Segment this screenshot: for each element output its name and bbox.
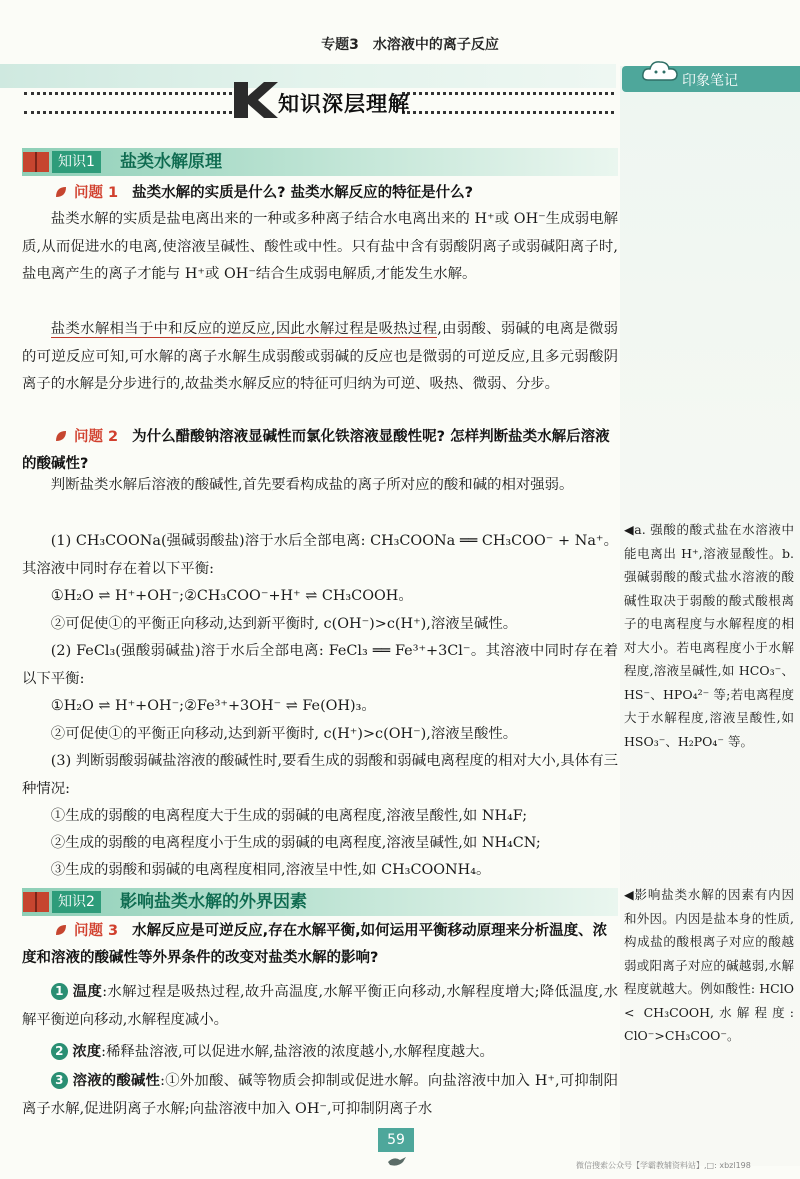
paragraph-ch3coona: (1) CH₃COONa(强碱弱酸盐)溶于水后全部电离: CH₃COONa ══ CH₃COO⁻ + Na⁺。其溶液中同时存在着以下平衡: [22, 533, 618, 577]
running-header: 专题3 水溶液中的离子反应 [321, 37, 499, 53]
question-label: 问题 2 [74, 429, 119, 445]
question-label: 问题 1 [74, 185, 119, 201]
banner-dotted-rule-right [402, 92, 614, 114]
paragraph-hydrolysis-features [22, 316, 618, 399]
question-1 [22, 180, 618, 207]
banner-title: 知识深层理解 [278, 92, 410, 116]
number-badge: 1 [51, 983, 68, 1000]
paragraph-judge-acidity: 判断盐类水解后溶液的酸碱性,首先要看构成盐的离子所对应的酸和碱的相对强弱。 [50, 477, 574, 493]
factor-text: :稀释盐溶液,可以促进水解,盐溶液的浓度越小,水解程度越大。 [101, 1044, 494, 1060]
number-badge: 2 [51, 1043, 68, 1060]
section-heading-1 [22, 148, 618, 176]
factor-label: 温度 [72, 984, 103, 1000]
side-note-hydrolysis-factors: ◀影响盐类水解的因素有内因和外因。内因是盐本身的性质,构成盐的酸根离子对应的酸越弱或阳离子对应的碱越弱,水解程度就越大。例如酸性: HClO < CH₃COOH,水解程度: ClO⁻>CH₃COO⁻。 [624, 887, 794, 1043]
book-icon [22, 150, 50, 174]
conclusion-ch3coona: ②可促使①的平衡正向移动,达到新平衡时, c(OH⁻)>c(H⁺),溶液呈碱性。 [50, 616, 518, 632]
question-text: 盐类水解的实质是什么? 盐类水解反应的特征是什么? [132, 185, 474, 201]
factor-text: :①外加酸、碱等物质会抑制或促进水解。向盐溶液中加入 H⁺,可抑制阳离子水解,促进阴离子水解;向盐溶液中加入 OH⁻,可抑制阴离子水 [22, 1073, 618, 1117]
paragraph-fecl3: (2) FeCl₃(强酸弱碱盐)溶于水后全部电离: FeCl₃ ══ Fe³⁺+3Cl⁻。其溶液中同时存在着以下平衡: [22, 643, 618, 687]
section-title: 影响盐类水解的外界因素 [120, 892, 307, 912]
decorative-band [0, 64, 616, 88]
factor-label: 溶液的酸碱性 [72, 1073, 161, 1089]
book-icon [22, 890, 50, 914]
case-basic: ②生成的弱酸的电离程度小于生成的弱碱的电离程度,溶液呈碱性,如 NH₄CN; [50, 835, 541, 851]
bird-icon [386, 1154, 408, 1168]
leaf-icon [54, 923, 68, 937]
section-heading-2 [22, 888, 618, 916]
footer-watermark: 微信搜索公众号【学霸教辅资料站】,□: xbzl198 [576, 1161, 751, 1170]
question-3 [22, 918, 618, 972]
equilibrium-fecl3: ①H₂O ⇌ H⁺+OH⁻;②Fe³⁺+3OH⁻ ⇌ Fe(OH)₃。 [50, 698, 376, 714]
question-text: 水解反应是可逆反应,存在水解平衡,如何运用平衡移动原理来分析温度、浓度和溶液的酸碱性等外界条件的改变对盐类水解的影响? [22, 923, 608, 966]
k-badge-icon [228, 78, 280, 122]
side-notes-label: 印象笔记 [682, 73, 738, 89]
side-note-acid-salt: ◀a. 强酸的酸式盐在水溶液中能电离出 H⁺,溶液显酸性。b. 强碱弱酸的酸式盐水溶液的酸碱性取决于弱酸的酸式酸根离子的电离程度与水解程度的相对大小。若电离程度小于水解程度,溶液呈碱性,如 HCO₃⁻、HS⁻、HPO₄²⁻ 等;若电离程度大于水解程度,溶液呈酸性,如 HSO₃⁻、H₂PO₄⁻ 等。 [624, 522, 794, 749]
factor-label: 浓度 [72, 1044, 102, 1060]
factor-text: :水解过程是吸热过程,故升高温度,水解平衡正向移动,水解程度增大;降低温度,水解平衡逆向移动,水解程度减小。 [22, 984, 618, 1028]
section-tag: 知识2 [52, 891, 101, 913]
paragraph-weak-acid-weak-base: (3) 判断弱酸弱碱盐溶液的酸碱性时,要看生成的弱酸和弱碱电离程度的相对大小,具体有三种情况: [22, 753, 618, 797]
paragraph-rest: ,由弱酸、弱碱的电离是微弱的可逆反应可知,可水解的离子水解生成弱酸或弱碱的反应也是微弱的可逆反应,且多元弱酸阴离子的水解是分步进行的,故盐类水解反应的特征可归纳为可逆、吸热、微弱、分步。 [22, 321, 619, 392]
equilibrium-ch3coona: ①H₂O ⇌ H⁺+OH⁻;②CH₃COO⁻+H⁺ ⇌ CH₃COOH。 [50, 588, 413, 604]
factor-acidity [22, 1068, 618, 1123]
underlined-key-sentence: 盐类水解相当于中和反应的逆反应,因此水解过程是吸热过程 [50, 321, 438, 337]
cloud-icon [640, 56, 680, 86]
section-title: 盐类水解原理 [120, 152, 222, 172]
case-acidic: ①生成的弱酸的电离程度大于生成的弱碱的电离程度,溶液呈酸性,如 NH₄F; [50, 808, 528, 824]
number-badge: 3 [51, 1072, 68, 1089]
paragraph-hydrolysis-essence: 盐类水解的实质是盐电离出来的一种或多种离子结合水电离出来的 H⁺或 OH⁻生成弱电解质,从而促进水的电离,使溶液呈碱性、酸性或中性。只有盐中含有弱酸阴离子或弱碱阳离子时,盐电离产生的离子才能与 H⁺或 OH⁻结合生成弱电解质,才能发生水解。 [22, 211, 618, 282]
question-2 [22, 424, 618, 478]
banner-dotted-rule-left [24, 92, 232, 114]
leaf-icon [54, 185, 68, 199]
leaf-icon [54, 429, 68, 443]
case-neutral: ③生成的弱酸和弱碱的电离程度相同,溶液呈中性,如 CH₃COONH₄。 [50, 862, 491, 878]
section-tag: 知识1 [52, 151, 101, 173]
factor-temperature [22, 979, 618, 1034]
conclusion-fecl3: ②可促使①的平衡正向移动,达到新平衡时, c(H⁺)>c(OH⁻),溶液呈酸性。 [50, 726, 518, 742]
question-text: 为什么醋酸钠溶液显碱性而氯化铁溶液显酸性呢? 怎样判断盐类水解后溶液的酸碱性? [22, 429, 610, 472]
page-number: 59 [378, 1128, 414, 1152]
question-label: 问题 3 [74, 923, 119, 939]
factor-concentration [22, 1039, 618, 1067]
